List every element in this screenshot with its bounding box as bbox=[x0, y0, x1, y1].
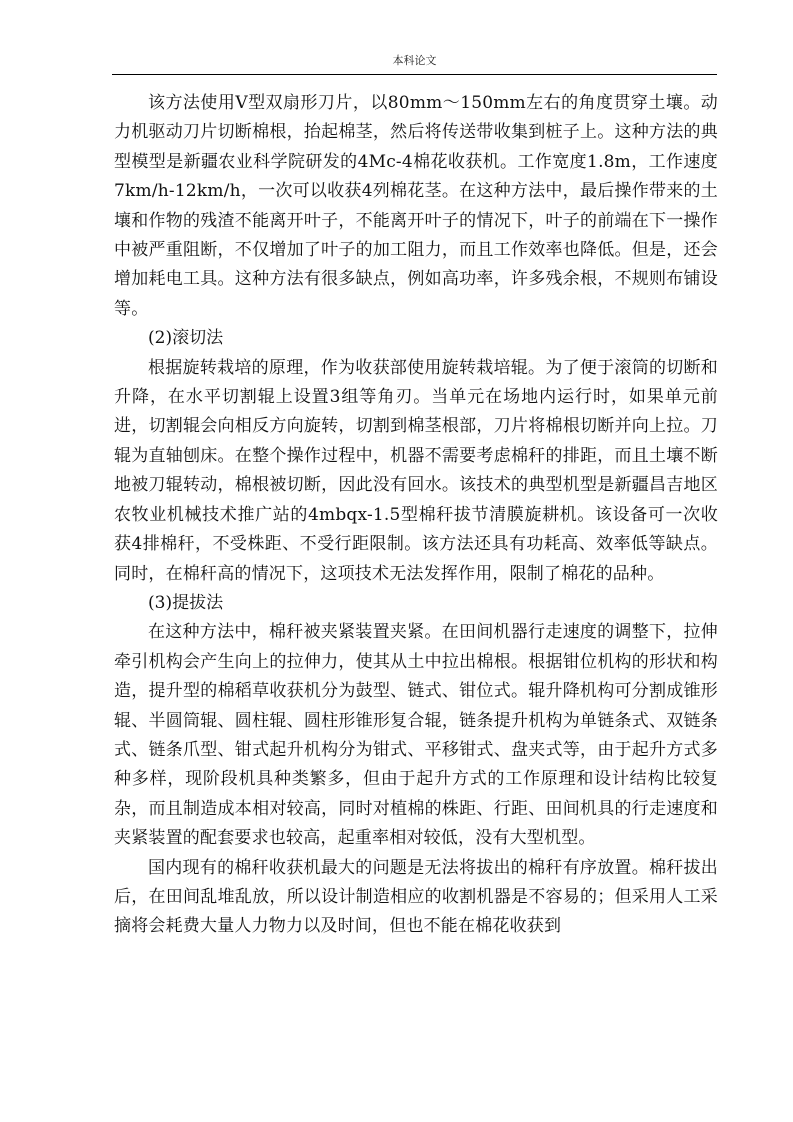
subheading-rolling-cut: (2)滚切法 bbox=[148, 328, 224, 349]
subheading-pull-up: (3)提拔法 bbox=[148, 592, 224, 613]
header-title: 本科论文 bbox=[392, 54, 437, 67]
paragraph-rolling-cut: 根据旋转栽培的原理，作为收获部使用旋转栽培辊。为了便于滚筒的切断和升降，在水平切割辊上设置3组等角刃。当单元在场地内运行时，如果单元前进，切割辊会向相反方向旋转，切割到棉茎根部，刀片将棉根切断并向上拉。刀辊为直轴刨床。在整个操作过程中，机器不需要考虑棉秆的排距，而且土壤不断地被刀辊转动，棉根被切断，因此没有回水。该技术的典型机型是新疆昌吉地区农牧业机械技术推广站的4mbqx-1.5型棉秆拔节清膜旋耕机。该设备可一次收获4排棉秆，不受株距、不受行距限制。该方法还具有功耗高、效率低等缺点。同时，在棉秆高的情况下，这项技术无法发挥作用，限制了棉花的品种。 bbox=[114, 357, 718, 584]
page-header bbox=[112, 52, 717, 75]
paragraph-method-v-blade: 该方法使用V型双扇形刀片，以80mm～150mm左右的角度贯穿土壤。动力机驱动刀片切断棉根，抬起棉茎，然后将传送带收集到桩子上。这种方法的典型模型是新疆农业科学院研发的4Mc-4棉花收获机。工作宽度1.8m，工作速度7km/h-12km/h，一次可以收获4列棉花茎。在这种方法中，最后操作带来的土壤和作物的残渣不能离开叶子，不能离开叶子的情况下，叶子的前端在下一操作中被严重阻断，不仅增加了叶子的加工阻力，而且工作效率也降低。但是，还会增加耗电工具。这种方法有很多缺点，例如高功率，许多残余根，不规则布铺设等。 bbox=[114, 93, 718, 319]
paragraph-pull-up: 在这种方法中，棉秆被夹紧装置夹紧。在田间机器行走速度的调整下，拉伸牵引机构会产生向上的拉伸力，使其从土中拉出棉根。根据钳位机构的形状和构造，提升型的棉稻草收获机分为鼓型、链式、钳位式。辊升降机构可分割成锥形辊、半圆筒辊、圆柱辊、圆柱形锥形复合辊，链条提升机构为单链条式、双链条式、链条爪型、钳式起升机构分为钳式、平移钳式、盘夹式等，由于起升方式多种多样，现阶段机具种类繁多，但由于起升方式的工作原理和设计结构比较复杂，而且制造成本相对较高，同时对植棉的株距、行距、田间机具的行走速度和夹紧装置的配套要求也较高，起重率相对较低，没有大型机型。 bbox=[114, 622, 718, 849]
paragraph-domestic-harvesters: 国内现有的棉秆收获机最大的问题是无法将拔出的棉秆有序放置。棉秆拔出后，在田间乱堆乱放，所以设计制造相应的收割机器是不容易的；但采用人工采摘将会耗费大量人力物力以及时间，但也不能在棉花收获到 bbox=[114, 857, 718, 937]
document-body bbox=[114, 89, 718, 942]
